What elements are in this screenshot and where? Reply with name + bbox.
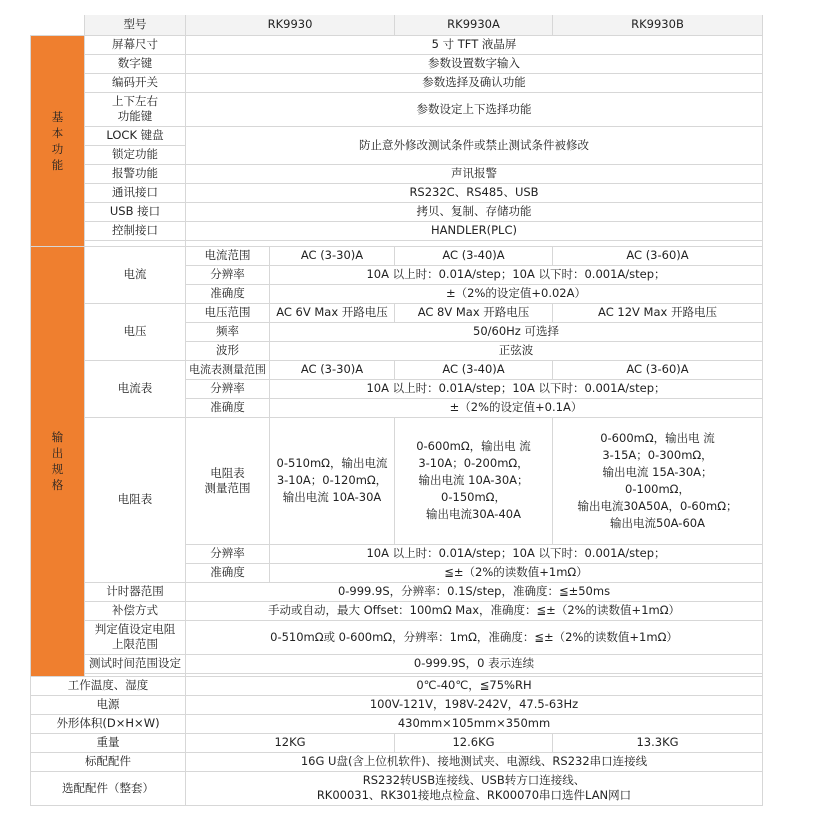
row-compensation (31, 601, 763, 620)
value-current-range-rk9930: AC (3-30)A (270, 246, 395, 265)
label-voltage: 电压 (85, 303, 186, 360)
value-control: HANDLER(PLC) (186, 221, 763, 240)
label-ammeter: 电流表 (85, 360, 186, 417)
label-lock-function: 锁定功能 (85, 145, 186, 164)
model-rk9930b: RK9930B (553, 15, 763, 35)
value-ohmmeter-range-rk9930a: 0-600mΩ，输出电 流 3-10A；0-200mΩ， 输出电流 10A-30A； 0-150mΩ， 输出电流30A-40A (395, 417, 553, 544)
value-ammeter-resolution: 10A 以上时：0.01A/step；10A 以下时：0.001A/step； (270, 379, 763, 398)
label-screen: 屏幕尺寸 (85, 35, 186, 54)
label-timer: 计时器范围 (85, 582, 186, 601)
row-screen (31, 35, 763, 54)
value-ammeter-range-rk9930: AC (3-30)A (270, 360, 395, 379)
value-temperature: 0℃-40℃，≦75%RH (186, 676, 763, 695)
value-numkey: 参数设置数字输入 (186, 54, 763, 73)
row-arrows (31, 92, 763, 126)
row-lock-keyboard (31, 126, 763, 145)
label-optional-accessories: 选配配件（整套） (31, 771, 186, 805)
value-comm: RS232C、RS485、USB (186, 183, 763, 202)
row-optional-accessories (31, 771, 763, 805)
label-compensation: 补偿方式 (85, 601, 186, 620)
row-control (31, 221, 763, 240)
value-lock: 防止意外修改测试条件或禁止测试条件被修改 (186, 126, 763, 164)
value-power: 100V-121V，198V-242V，47.5-63Hz (186, 695, 763, 714)
label-current-resolution: 分辨率 (186, 265, 270, 284)
label-ohmmeter-accuracy: 准确度 (186, 563, 270, 582)
row-ammeter-range (31, 360, 763, 379)
value-ohmmeter-range-rk9930b: 0-600mΩ，输出电 流 3-15A；0-300mΩ， 输出电流 15A-30A； 0-100mΩ， 输出电流30A50A，0-60mΩ； 输出电流50A-60A (553, 417, 763, 544)
row-judge-1 (31, 620, 763, 637)
value-judge: 0-510mΩ或 0-600mΩ，分辨率：1mΩ，准确度：≦±（2%的读数值+1mΩ） (186, 620, 763, 654)
label-current-range: 电流范围 (186, 246, 270, 265)
row-current-range (31, 246, 763, 265)
label-numkey: 数字键 (85, 54, 186, 73)
value-voltage-range-rk9930a: AC 8V Max 开路电压 (395, 303, 553, 322)
label-usb: USB 接口 (85, 202, 186, 221)
row-weight (31, 733, 763, 752)
row-timer (31, 582, 763, 601)
row-testtime (31, 654, 763, 673)
value-ammeter-accuracy: ±（2%的设定值+0.1A） (270, 398, 763, 417)
row-encoder (31, 73, 763, 92)
value-arrows: 参数设定上下选择功能 (186, 92, 763, 126)
label-temperature: 工作温度、湿度 (31, 676, 186, 695)
label-ohmmeter-resolution: 分辨率 (186, 544, 270, 563)
row-alarm (31, 164, 763, 183)
label-power: 电源 (31, 695, 186, 714)
value-weight-rk9930a: 12.6KG (395, 733, 553, 752)
value-testtime: 0-999.9S，0 表示连续 (186, 654, 763, 673)
row-temperature (31, 676, 763, 695)
label-weight: 重量 (31, 733, 186, 752)
label-standard-accessories: 标配配件 (31, 752, 186, 771)
value-encoder: 参数选择及确认功能 (186, 73, 763, 92)
row-voltage-range (31, 303, 763, 322)
label-encoder: 编码开关 (85, 73, 186, 92)
value-voltage-range-rk9930b: AC 12V Max 开路电压 (553, 303, 763, 322)
value-ammeter-range-rk9930a: AC (3-40)A (395, 360, 553, 379)
label-comm: 通讯接口 (85, 183, 186, 202)
header-row (31, 15, 763, 35)
value-weight-rk9930b: 13.3KG (553, 733, 763, 752)
label-ammeter-range: 电流表测量范围 (186, 360, 270, 379)
spec-table (30, 15, 763, 806)
label-voltage-wave: 波形 (186, 341, 270, 360)
row-size (31, 714, 763, 733)
label-ohmmeter-range: 电阻表 测量范围 (186, 417, 270, 544)
label-ammeter-resolution: 分辨率 (186, 379, 270, 398)
model-rk9930a: RK9930A (395, 15, 553, 35)
value-ohmmeter-resolution: 10A 以上时：0.01A/step；10A 以下时：0.001A/step； (270, 544, 763, 563)
label-arrows: 上下左右 功能键 (85, 92, 186, 126)
label-alarm: 报警功能 (85, 164, 186, 183)
label-current-accuracy: 准确度 (186, 284, 270, 303)
value-ohmmeter-accuracy: ≦±（2%的读数值+1mΩ） (270, 563, 763, 582)
row-comm (31, 183, 763, 202)
label-lock-keyboard: LOCK 键盘 (85, 126, 186, 145)
row-numkey (31, 54, 763, 73)
label-judge: 判定值设定电阻 上限范围 (85, 620, 186, 654)
value-size: 430mm×105mm×350mm (186, 714, 763, 733)
label-current: 电流 (85, 246, 186, 303)
label-voltage-frequency: 频率 (186, 322, 270, 341)
value-usb: 拷贝、复制、存储功能 (186, 202, 763, 221)
value-weight-rk9930: 12KG (186, 733, 395, 752)
label-ohmmeter: 电阻表 (85, 417, 186, 582)
row-power (31, 695, 763, 714)
model-label: 型号 (85, 15, 186, 35)
value-standard-accessories: 16G U盘(含上位机软件)、接地测试夹、电源线、RS232串口连接线 (186, 752, 763, 771)
value-voltage-frequency: 50/60Hz 可选择 (270, 322, 763, 341)
label-voltage-range: 电压范围 (186, 303, 270, 322)
value-current-range-rk9930b: AC (3-60)A (553, 246, 763, 265)
value-optional-accessories: RS232转USB连接线、USB转方口连接线、 RK00031、RK301接地点检盒、RK00070串口选件LAN网口 (186, 771, 763, 805)
row-ohmmeter-range (31, 417, 763, 544)
model-rk9930: RK9930 (186, 15, 395, 35)
value-ammeter-range-rk9930b: AC (3-60)A (553, 360, 763, 379)
value-screen: 5 寸 TFT 液晶屏 (186, 35, 763, 54)
value-timer: 0-999.9S，分辨率：0.1S/step，准确度：≦±50ms (186, 582, 763, 601)
value-compensation: 手动或自动，最大 Offset：100mΩ Max，准确度：≦±（2%的读数值+1mΩ） (186, 601, 763, 620)
value-voltage-range-rk9930: AC 6V Max 开路电压 (270, 303, 395, 322)
value-voltage-wave: 正弦波 (270, 341, 763, 360)
value-ohmmeter-range-rk9930: 0-510mΩ，输出电流 3-10A；0-120mΩ， 输出电流 10A-30A (270, 417, 395, 544)
label-size: 外形体积(D×H×W) (31, 714, 186, 733)
value-current-accuracy: ±（2%的设定值+0.02A） (270, 284, 763, 303)
label-control: 控制接口 (85, 221, 186, 240)
row-usb (31, 202, 763, 221)
category-output: 输 出 规 格 (31, 246, 85, 676)
value-alarm: 声讯报警 (186, 164, 763, 183)
value-current-range-rk9930a: AC (3-40)A (395, 246, 553, 265)
row-standard-accessories (31, 752, 763, 771)
label-ammeter-accuracy: 准确度 (186, 398, 270, 417)
label-testtime: 测试时间范围设定 (85, 654, 186, 673)
value-current-resolution: 10A 以上时：0.01A/step；10A 以下时：0.001A/step； (270, 265, 763, 284)
category-basic: 基 本 功 能 (31, 35, 85, 246)
